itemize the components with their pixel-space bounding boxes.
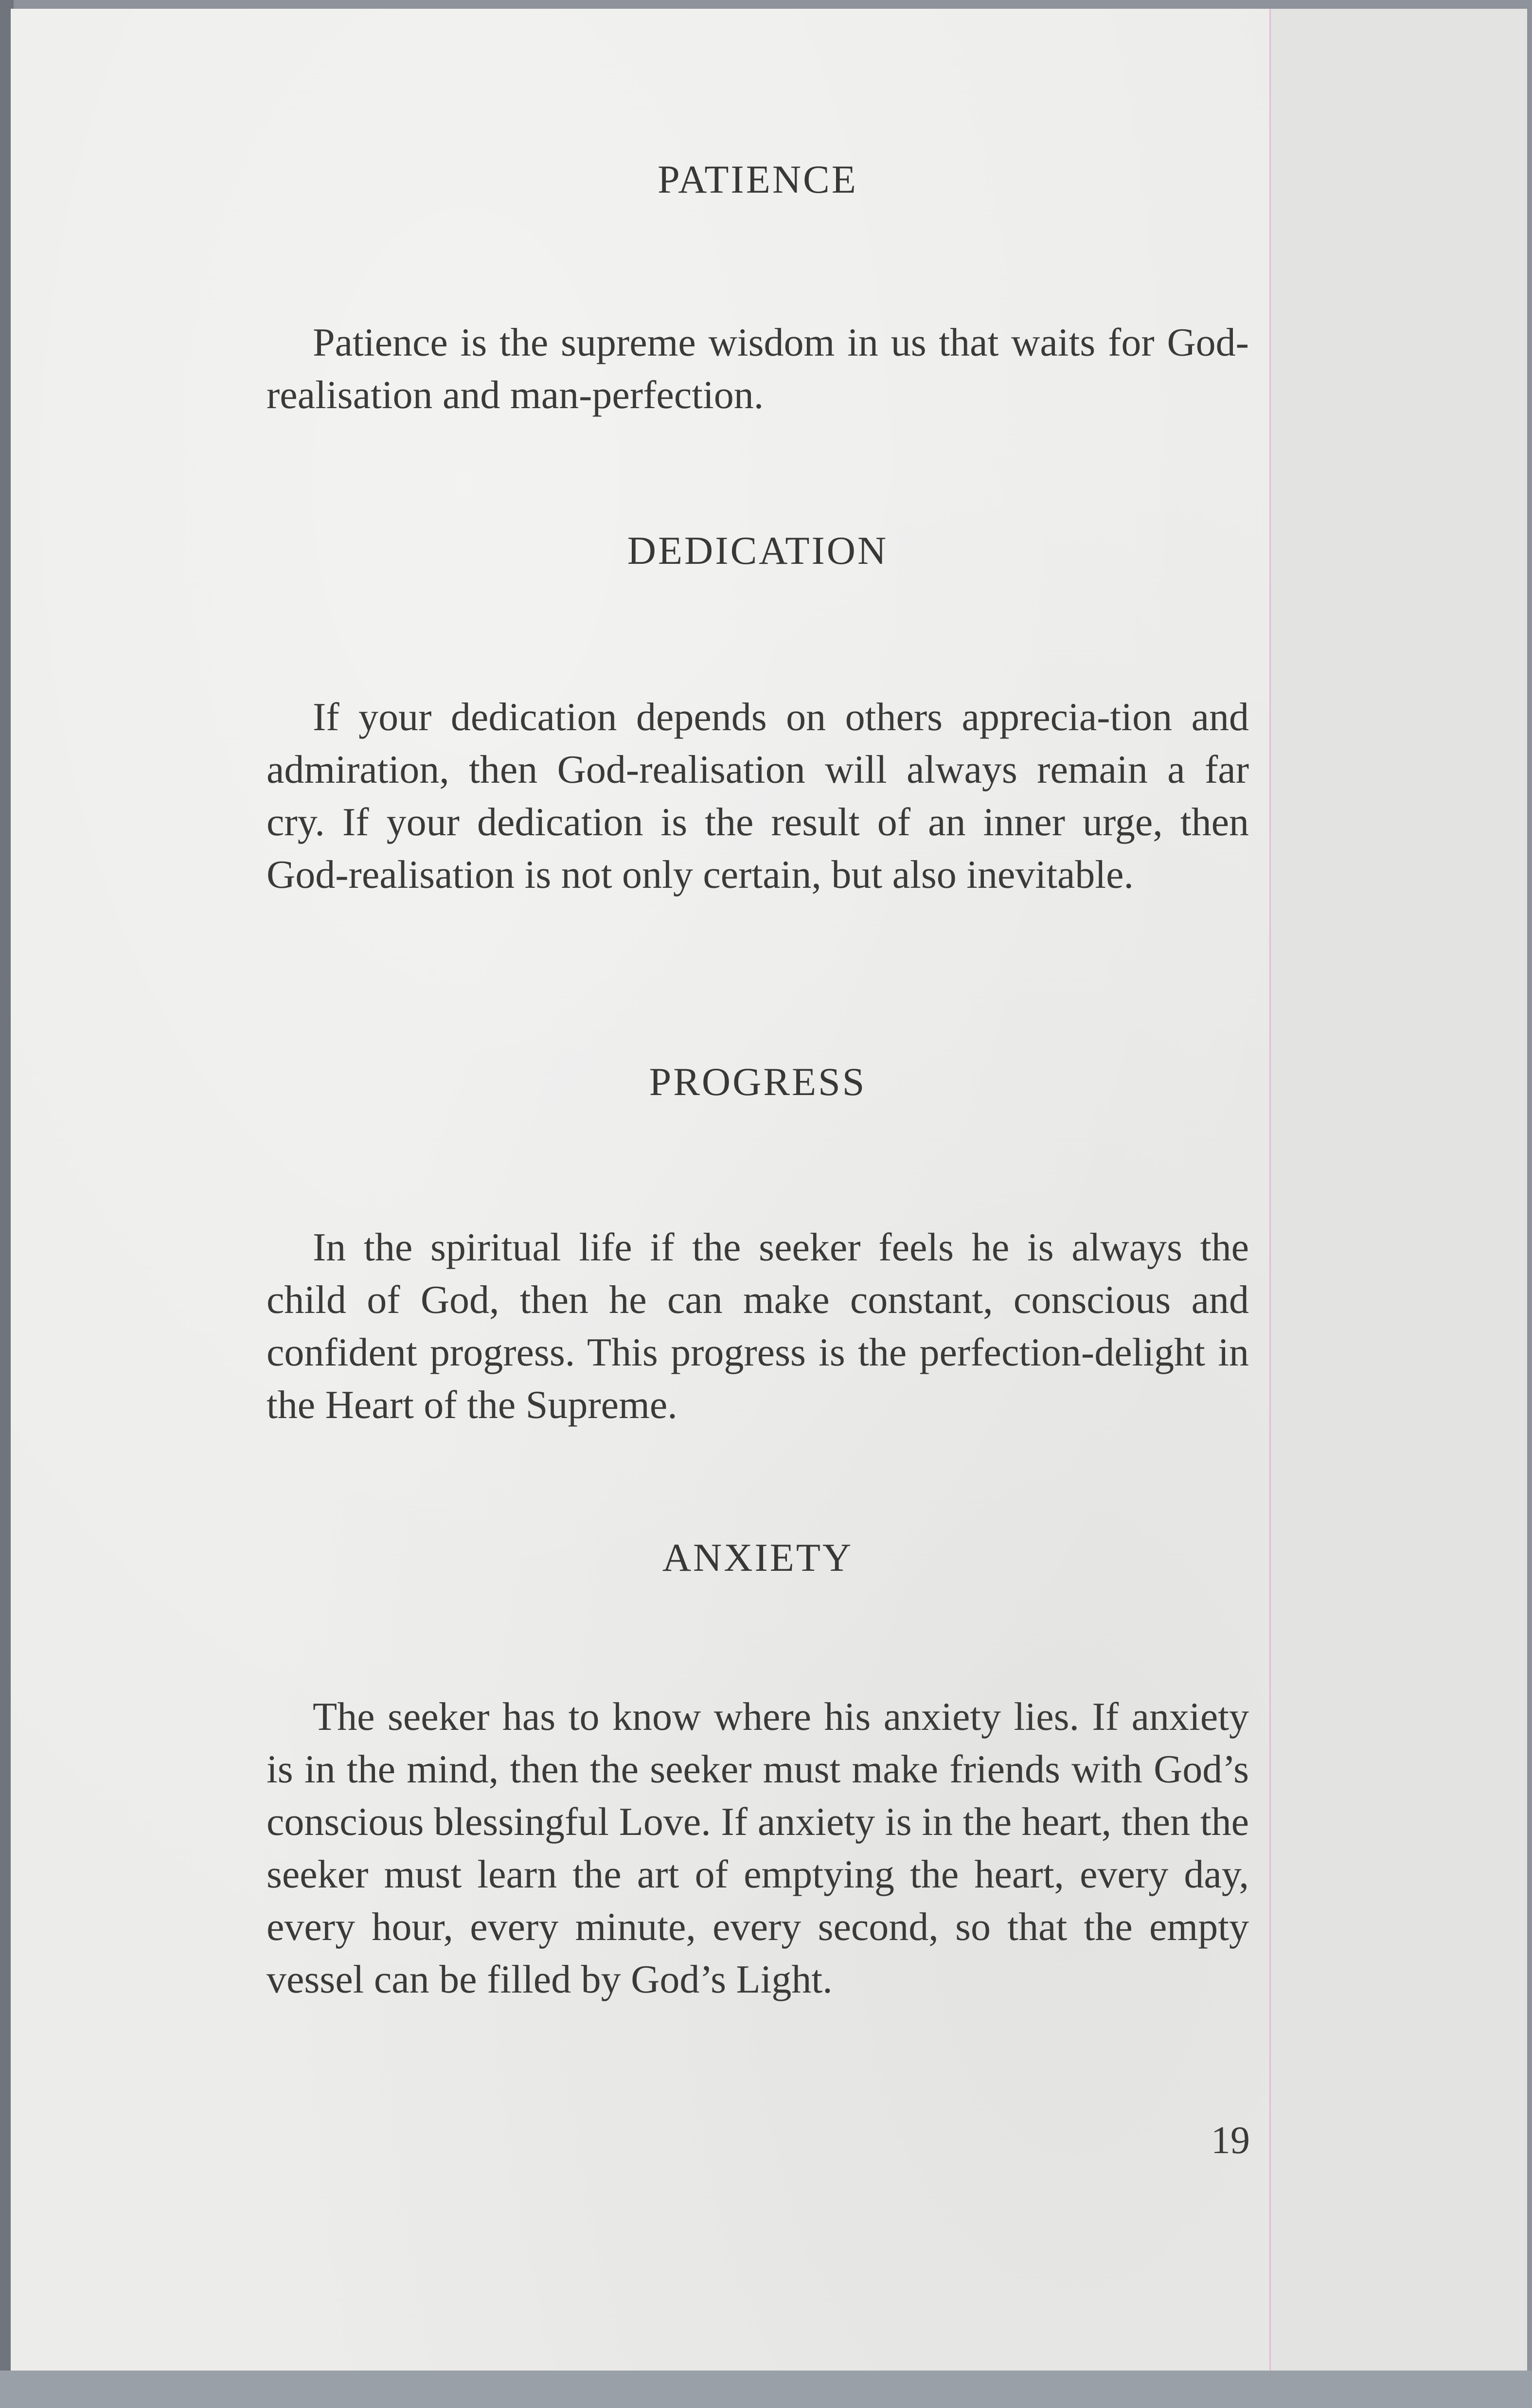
section-body-patience (267, 316, 1249, 421)
section-heading-patience: PATIENCE (658, 157, 858, 201)
paragraph-patience: Patience is the supreme wisdom in us that waits for God-realisation and man-perfection. (267, 320, 1249, 417)
section-heading-progress: PROGRESS (649, 1060, 867, 1104)
page-number: 19 (1211, 2119, 1250, 2162)
section-heading-dedication: DEDICATION (627, 528, 889, 573)
section-heading-anxiety: ANXIETY (662, 1535, 854, 1580)
section-body-anxiety (267, 1690, 1249, 2006)
page-right-margin (1270, 9, 1527, 2371)
paragraph-progress: In the spiritual life if the seeker feels he is always the child of God, then he can make constant, conscious and confident progress. This progress is the perfection-delight in the Heart of the Supreme. (267, 1225, 1249, 1427)
paragraph-dedication: If your dedication depends on others apprecia-tion and admiration, then God-realisation will always remain a far cry. If your dedication is the result of an inner urge, then God-realisation is not only certain, but also inevitable. (267, 695, 1249, 897)
scan-bottom-band (0, 2371, 1532, 2408)
section-body-dedication (267, 691, 1249, 901)
paragraph-anxiety: The seeker has to know where his anxiety lies. If anxiety is in the mind, then the seeker must make friends with God’s conscious blessingful Love. If anxiety is in the heart, then the seeker must learn the art of emptying the heart, every day, every hour, every minute, every second, so that the empty vessel can be filled by God’s Light. (267, 1694, 1249, 2001)
page-margin-rule (1269, 9, 1271, 2371)
section-body-progress (267, 1221, 1249, 1431)
